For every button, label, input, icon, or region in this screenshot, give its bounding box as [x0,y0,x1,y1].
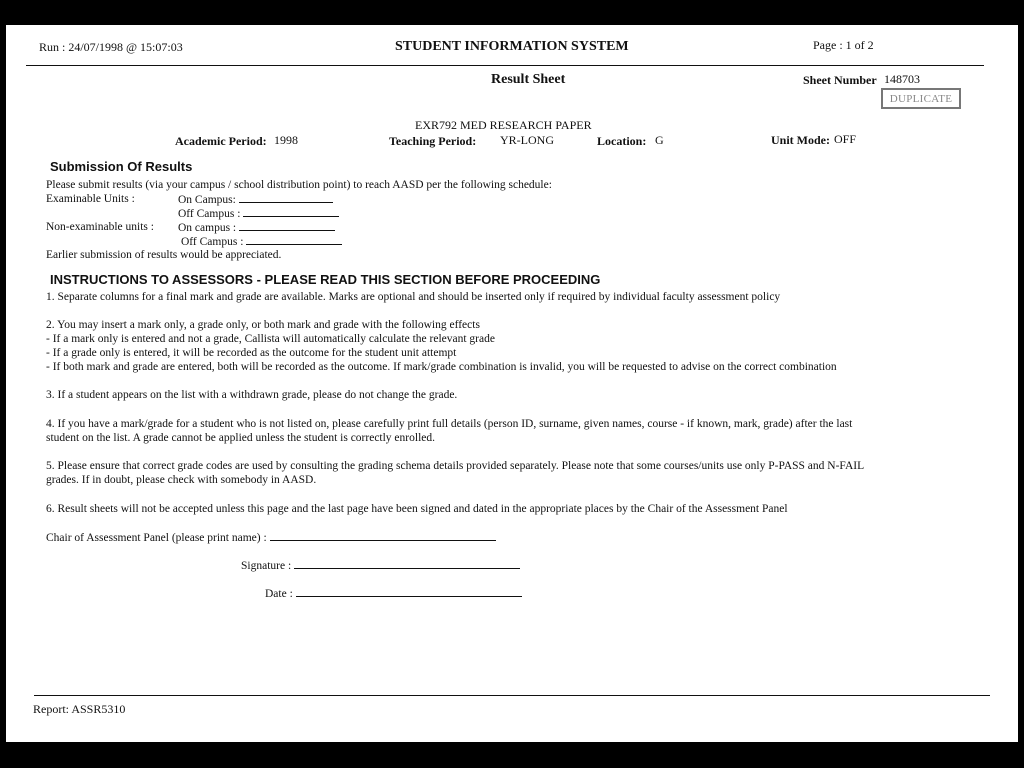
sheet-number-label: Sheet Number [803,73,877,87]
header-rule [26,65,984,66]
teaching-period-label: Teaching Period: [389,134,477,148]
instruction-6: 6. Result sheets will not be accepted unless this page and the last page have been signed and dated in the appropriate places by the Chair of the Assessment Panel [46,503,788,515]
chair-name-row [46,531,496,544]
unit-code-title: EXR792 MED RESEARCH PAPER [415,118,592,132]
submission-heading: Submission Of Results [50,159,193,174]
nonexam-on-campus-label: On campus : [178,222,237,234]
date-row [265,587,522,600]
instruction-2: 2. You may insert a mark only, a grade only, or both mark and grade with the following effects [46,319,480,331]
chair-name-blank [270,531,496,541]
date-blank [296,587,522,597]
signature-label: Signature : [241,560,292,572]
earlier-submission-note: Earlier submission of results would be appreciated. [46,249,282,261]
instruction-4b: student on the list. A grade cannot be applied unless the student is correctly enrolled. [46,432,435,444]
nonexam-off-campus-blank [246,235,342,245]
academic-period-value: 1998 [274,133,298,147]
instruction-5a: 5. Please ensure that correct grade codes are used by consulting the grading schema details provided separately. Please note that some courses/units use only P-PASS and N-FAIL [46,460,865,472]
system-title: STUDENT INFORMATION SYSTEM [395,39,629,54]
instruction-2c: - If both mark and grade are entered, both will be recorded as the outcome. If mark/grade combination is invalid, you will be requested to advise on the correct combination [46,361,837,373]
duplicate-stamp: DUPLICATE [881,88,961,109]
nonexam-off-campus [181,235,342,248]
instruction-2a: - If a mark only is entered and not a grade, Callista will automatically calculate the relevant grade [46,333,495,345]
nonexam-on-campus [178,221,335,234]
examinable-off-campus-blank [243,207,339,217]
nonexam-on-campus-blank [239,221,335,231]
examinable-off-campus [178,207,339,220]
page-indicator: Page : 1 of 2 [813,38,874,52]
instruction-5b: grades. If in doubt, please check with somebody in AASD. [46,474,317,486]
unit-mode-value: OFF [834,132,857,146]
instruction-2b: - If a grade only is entered, it will be recorded as the outcome for the student unit attempt [46,347,457,359]
teaching-period-value: YR-LONG [500,133,554,147]
academic-period-label: Academic Period: [175,134,267,148]
instruction-1: 1. Separate columns for a final mark and grade are available. Marks are optional and should be inserted only if required by individual faculty assessment policy [46,291,781,303]
instruction-3: 3. If a student appears on the list with a withdrawn grade, please do not change the grade. [46,389,458,401]
examinable-off-campus-label: Off Campus : [178,208,241,220]
nonexam-off-campus-label: Off Campus : [181,236,244,248]
examinable-on-campus-blank [239,193,333,203]
examinable-on-campus-label: On Campus: [178,194,236,206]
unit-mode-label: Unit Mode: [771,133,830,147]
examinable-on-campus [178,193,333,206]
result-sheet-page [6,25,1018,742]
date-label: Date : [265,588,293,600]
nonexam-label: Non-examinable units : [46,221,154,233]
examinable-label: Examinable Units : [46,193,135,205]
run-timestamp: Run : 24/07/1998 @ 15:07:03 [39,40,183,54]
signature-row [241,559,520,572]
signature-blank [294,559,520,569]
instructions-heading: INSTRUCTIONS TO ASSESSORS - PLEASE READ THIS SECTION BEFORE PROCEEDING [50,272,601,287]
sheet-number: 148703 [884,72,920,86]
chair-name-label: Chair of Assessment Panel (please print name) : [46,532,267,544]
submission-intro: Please submit results (via your campus / school distribution point) to reach AASD per the following schedule: [46,179,552,191]
location-value: G [655,133,664,147]
footer-rule [34,695,990,696]
instruction-4a: 4. If you have a mark/grade for a student who is not listed on, please carefully print full details (person ID, surname, given names, course - if known, mark, grade) after the last [46,418,853,430]
report-id: Report: ASSR5310 [33,702,126,716]
sheet-title: Result Sheet [491,72,566,87]
location-label: Location: [597,134,647,148]
